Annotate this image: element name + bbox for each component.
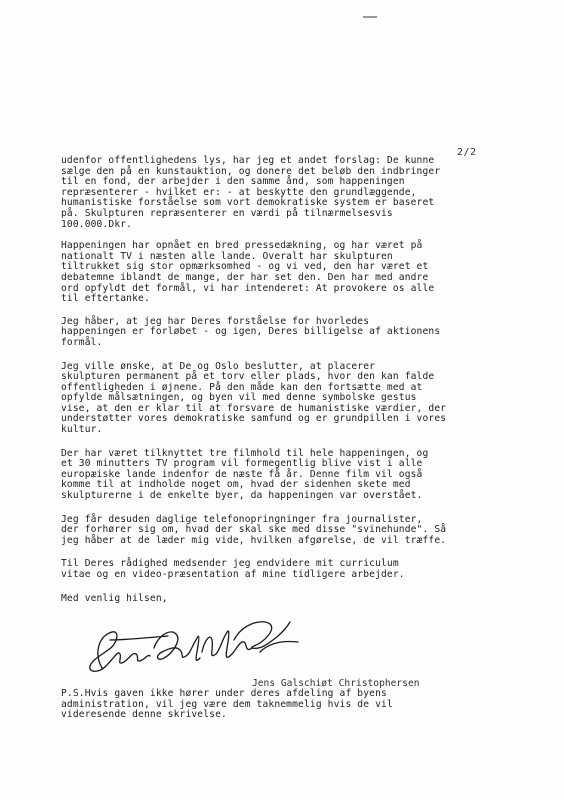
paragraph-enclosures: Til Deres rådighed medsender jeg endvidere mit curriculum vitae og en video-præsentation af mine tidligere arbejder. [61, 558, 405, 580]
handwritten-signature [84, 610, 304, 680]
page-mark [363, 16, 377, 18]
signer-name: Jens Galschiøt Christophersen [252, 678, 420, 689]
closing-greeting: Med venlig hilsen, [61, 592, 168, 604]
paragraph-press-coverage: Happeningen har opnået en bred pressedækning, og har været på nationalt TV i næsten alle lande. Overalt har skulpturen tiltrukket sig stor opmærksomhed - og vi ved, den har været et debatemne iblandt de mange, der har set den. Den har med andre ord opfyldt det formål, vi har intenderet: At provokere os alle til eftertanke. [61, 240, 435, 305]
paragraph-understanding: Jeg håber, at jeg har Deres forståelse for hvorledes happeningen er forløbet - og igen, Deres billigelse af aktionens formål. [61, 315, 441, 348]
paragraph-journalists: Jeg får desuden daglige telefonopringninger fra journalister, der forhører sig om, hvad der skal ske med disse "svinehunde". Så jeg håber at de læder mig vide, hvilken afgørelse, de vil træffe. [61, 513, 447, 546]
page-number: 2/2 [457, 147, 477, 158]
paragraph-film-crews: Der har været tilknyttet tre filmhold til hele happeningen, og et 30 minutters TV program vil formegentlig blive vist i alle europæiske lande indenfor de næste få år. Denne film vil også komme til at indholde noget om, hvad der sidenhen skete med skulpturerne i de enkelte byer, da happeningen var overstået. [61, 447, 429, 502]
paragraph-sale-proposal: udenfor offentlighedens lys, har jeg et andet forslag: De kunne sælge den på en kunstauktion, og donere det beløb den indbringer til en fond, der arbejder i den samme ånd, som happeningen repræsenterer - hvilket er: - at beskytte den grundlæggende, humanistiske forståelse som vort demokratiske system er baseret på. Skulpturen repræsenterer en værdi på tilnærmelsesvis 100.000.Dkr. [61, 155, 441, 230]
postscript [61, 689, 501, 721]
paragraph-permanent-placement: Jeg ville ønske, at De og Oslo beslutter, at placerer skulpturen permanent på et torv eller plads, hvor den kan falde offentligheden i øjnene. På den måde kan den fortsætte med at opfylde målsætningen, og byen vil med denne symbolske gestus vise, at den er klar til at forsvare de humanistiske værdier, der understøtter vores demokratiske samfund og er grundpillen i vores kultur. [61, 360, 447, 436]
postscript-text: P.S.Hvis gaven ikke hører under deres afdeling af byens administration, vil jeg være dem taknemmelig hvis de vil videresende denne skrivelse. [61, 688, 393, 721]
letter-body [61, 156, 481, 604]
